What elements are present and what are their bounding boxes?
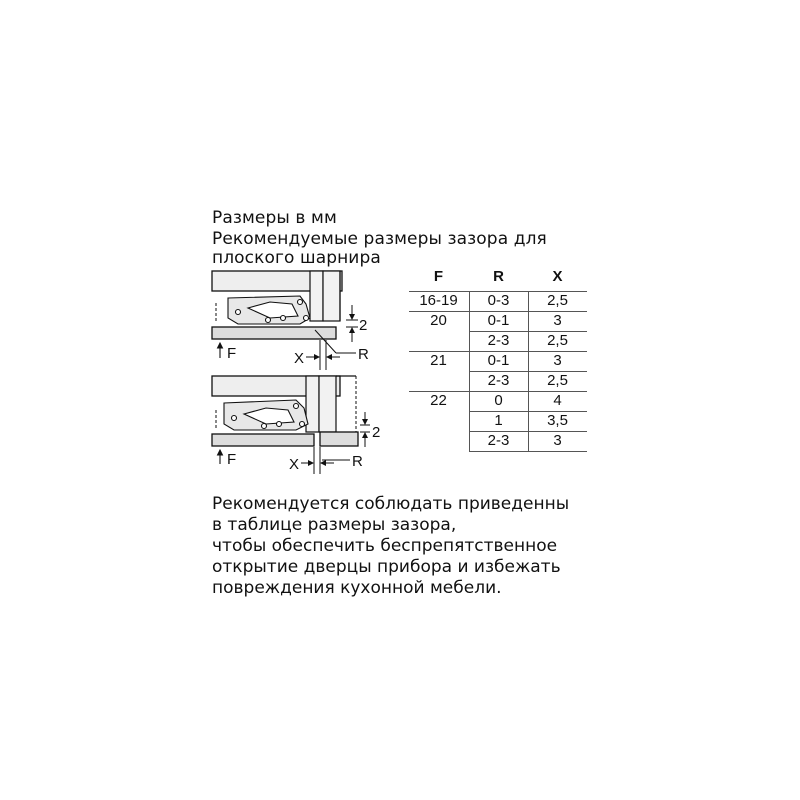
- footer-line: чтобы обеспечить беспрепятственное: [212, 536, 558, 556]
- header-line-3: плоского шарнира: [212, 248, 381, 268]
- cell-x: 3: [553, 352, 562, 369]
- bottom-label-r: R: [352, 453, 363, 470]
- cell-f: 16-19: [419, 292, 458, 309]
- cell-x: 4: [553, 392, 562, 409]
- cell-r: 2-3: [487, 432, 510, 449]
- cell-x: 2,5: [547, 372, 568, 389]
- header-line-2: Рекомендуемые размеры зазора для: [212, 229, 547, 249]
- footer-line: открытие дверцы прибора и избежать: [212, 557, 561, 577]
- cell-r: 0-1: [487, 312, 510, 329]
- cell-x: 2,5: [547, 292, 568, 309]
- header-x: X: [552, 268, 563, 285]
- footer-line: повреждения кухонной мебели.: [212, 578, 502, 598]
- row-divider: [409, 351, 587, 352]
- table-row: [409, 291, 587, 311]
- table-row: [409, 311, 587, 331]
- footer-line: Рекомендуется соблюдать приведенны: [212, 494, 570, 514]
- row-divider: [409, 311, 587, 312]
- footer-note: [212, 494, 569, 599]
- top-hinge-diagram: [212, 271, 369, 370]
- cell-r: 1: [494, 412, 503, 429]
- cell-r: 2-3: [487, 332, 510, 349]
- cell-x: 3,5: [547, 412, 568, 429]
- row-divider: [469, 451, 587, 452]
- top-label-2: 2: [359, 317, 368, 334]
- table-row: [409, 431, 587, 451]
- column-divider: [469, 291, 470, 451]
- cell-r: 0-3: [487, 292, 510, 309]
- top-hinge: [228, 296, 310, 324]
- top-label-r: R: [358, 346, 369, 363]
- top-label-f: F: [227, 345, 237, 362]
- bottom-label-f: F: [227, 451, 237, 468]
- footer-line: в таблице размеры зазора,: [212, 515, 457, 535]
- header-r: R: [493, 268, 504, 285]
- bottom-hinge: [224, 400, 308, 430]
- cell-x: 3: [553, 312, 562, 329]
- bottom-hinge-diagram: [212, 376, 380, 474]
- header-line-1: Размеры в мм: [212, 208, 337, 228]
- table-row: [409, 391, 587, 411]
- cell-r: 0: [494, 392, 503, 409]
- cell-x: 3: [553, 432, 562, 449]
- row-divider: [409, 391, 587, 392]
- cell-f: 21: [430, 352, 447, 369]
- top-label-x: X: [294, 350, 305, 367]
- table-row: [409, 351, 587, 371]
- table-row: [409, 331, 587, 351]
- cell-f: 20: [430, 312, 447, 329]
- table-row: [409, 411, 587, 431]
- cell-x: 2,5: [547, 332, 568, 349]
- gap-table: [409, 267, 587, 449]
- cell-f: 22: [430, 392, 447, 409]
- cell-r: 2-3: [487, 372, 510, 389]
- column-divider: [528, 291, 529, 451]
- bottom-label-2: 2: [372, 424, 381, 441]
- header-f: F: [433, 268, 444, 285]
- cell-r: 0-1: [487, 352, 510, 369]
- bottom-label-x: X: [289, 456, 300, 473]
- table-header-row: [409, 267, 587, 287]
- table-row: [409, 371, 587, 391]
